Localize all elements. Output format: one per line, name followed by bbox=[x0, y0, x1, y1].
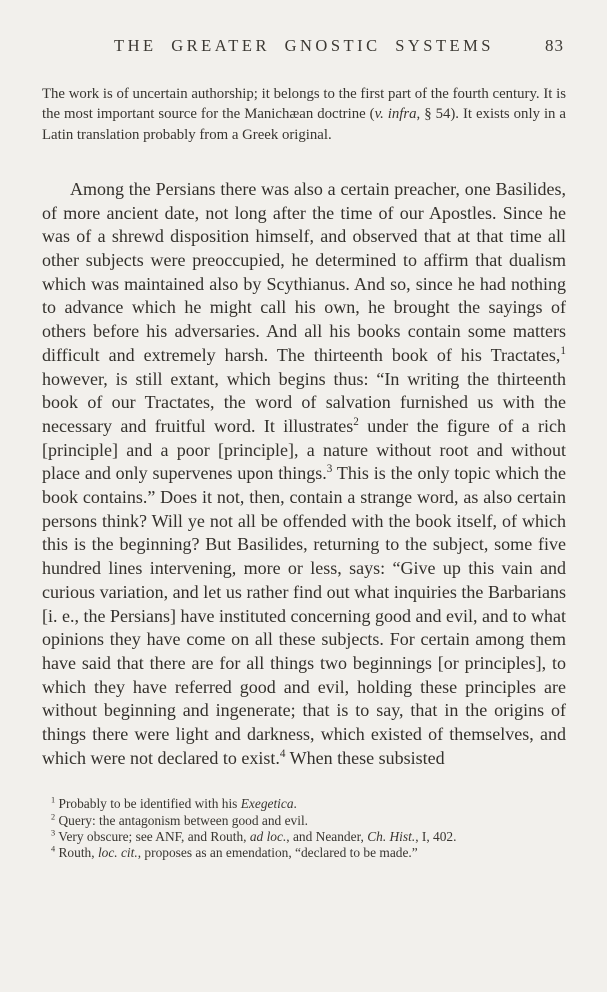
footnotes-section bbox=[42, 796, 566, 861]
footnote-1: $^1$ Probably to be identified with his Exegetica. bbox=[51, 796, 297, 812]
italic-text: loc. cit. bbox=[97, 845, 138, 861]
page-header bbox=[42, 36, 566, 58]
footnote-2: $^2$ Query: the antagonism between good and evil. bbox=[51, 812, 309, 828]
running-head-title: THE GREATER GNOSTIC SYSTEMS bbox=[114, 36, 494, 55]
footnote-reference: 4 bbox=[51, 844, 56, 854]
footnote-3: $^3$ Very obscure; see ANF, and Routh, ad loc., and Neander, Ch. Hist., I, 402. bbox=[51, 828, 457, 845]
footnote-reference: 1 bbox=[560, 344, 566, 357]
italic-text: ad loc. bbox=[249, 829, 287, 845]
footnote-reference: 3 bbox=[326, 463, 333, 476]
footnote-4: $^4$ Routh, loc. cit., proposes as an emendation, “declared to be made.” bbox=[51, 844, 418, 861]
italic-text: v. infra bbox=[374, 106, 417, 123]
footnote-reference: 2 bbox=[353, 415, 359, 428]
footnote-reference: 3 bbox=[51, 828, 56, 838]
footnote-reference: 1 bbox=[51, 796, 56, 805]
intro-paragraph: The work is of uncertain authorship; it belongs to the first part of the fourth century. It is the most important source for the Manichæan doctrine (v. infra, § 54). It exists only in a Latin translation probably from a Greek original. bbox=[42, 86, 566, 143]
italic-text: Exegetica bbox=[240, 796, 294, 812]
body-paragraph: Among the Persians there was also a certain preacher, one Basilides, of more ancient date, not long after the time of our Apostles. Since he was of a shrewd disposition himself, and observed that at that time all other subjects were preoccupied, he determined to affirm that dualism which was maintained also by Scythianus. And so, since he had nothing to advance which he might call his own, he brought the sayings of others before his adversaries. And all his books contain some matters difficult and extremely harsh. The thirteenth book of his Tractates,$^1$ however, is still extant, which begins thus: “In writing the thirteenth book of our Tractates, the word of salvation furnished us with the necessary and fruitful word. It illustrates$^2$ under the figure of a rich [principle] and a poor [principle], a nature without root and without place and only supervenes upon things.$^3$ This is the only topic which the book contains.” Does it not, then, contain a strange word, as also certain persons think? Will ye not all be offended with the book itself, of which this is the beginning? But Basilides, returning to the subject, some five hundred lines intervening, more or less, says: “Give up this vain and curious variation, and let us rather find out what inquiries the Barbarians [i. e., the Persians] have instituted concerning good and evil, and to what opinions they have come on all these subjects. For certain among them have said that there are for all things two beginnings [or principles], to which they have referred good and evil, holding these principles are without beginning and ingenerate; that is to say, that in the origins of things there were light and darkness, which existed of themselves, and which were not declared to exist.$^4$ When these subsisted bbox=[42, 178, 566, 768]
footnote-reference: 4 bbox=[279, 747, 286, 760]
footnote-reference: 2 bbox=[51, 812, 56, 822]
page-number: 83 bbox=[545, 36, 564, 55]
italic-text: Ch. Hist. bbox=[367, 829, 416, 845]
